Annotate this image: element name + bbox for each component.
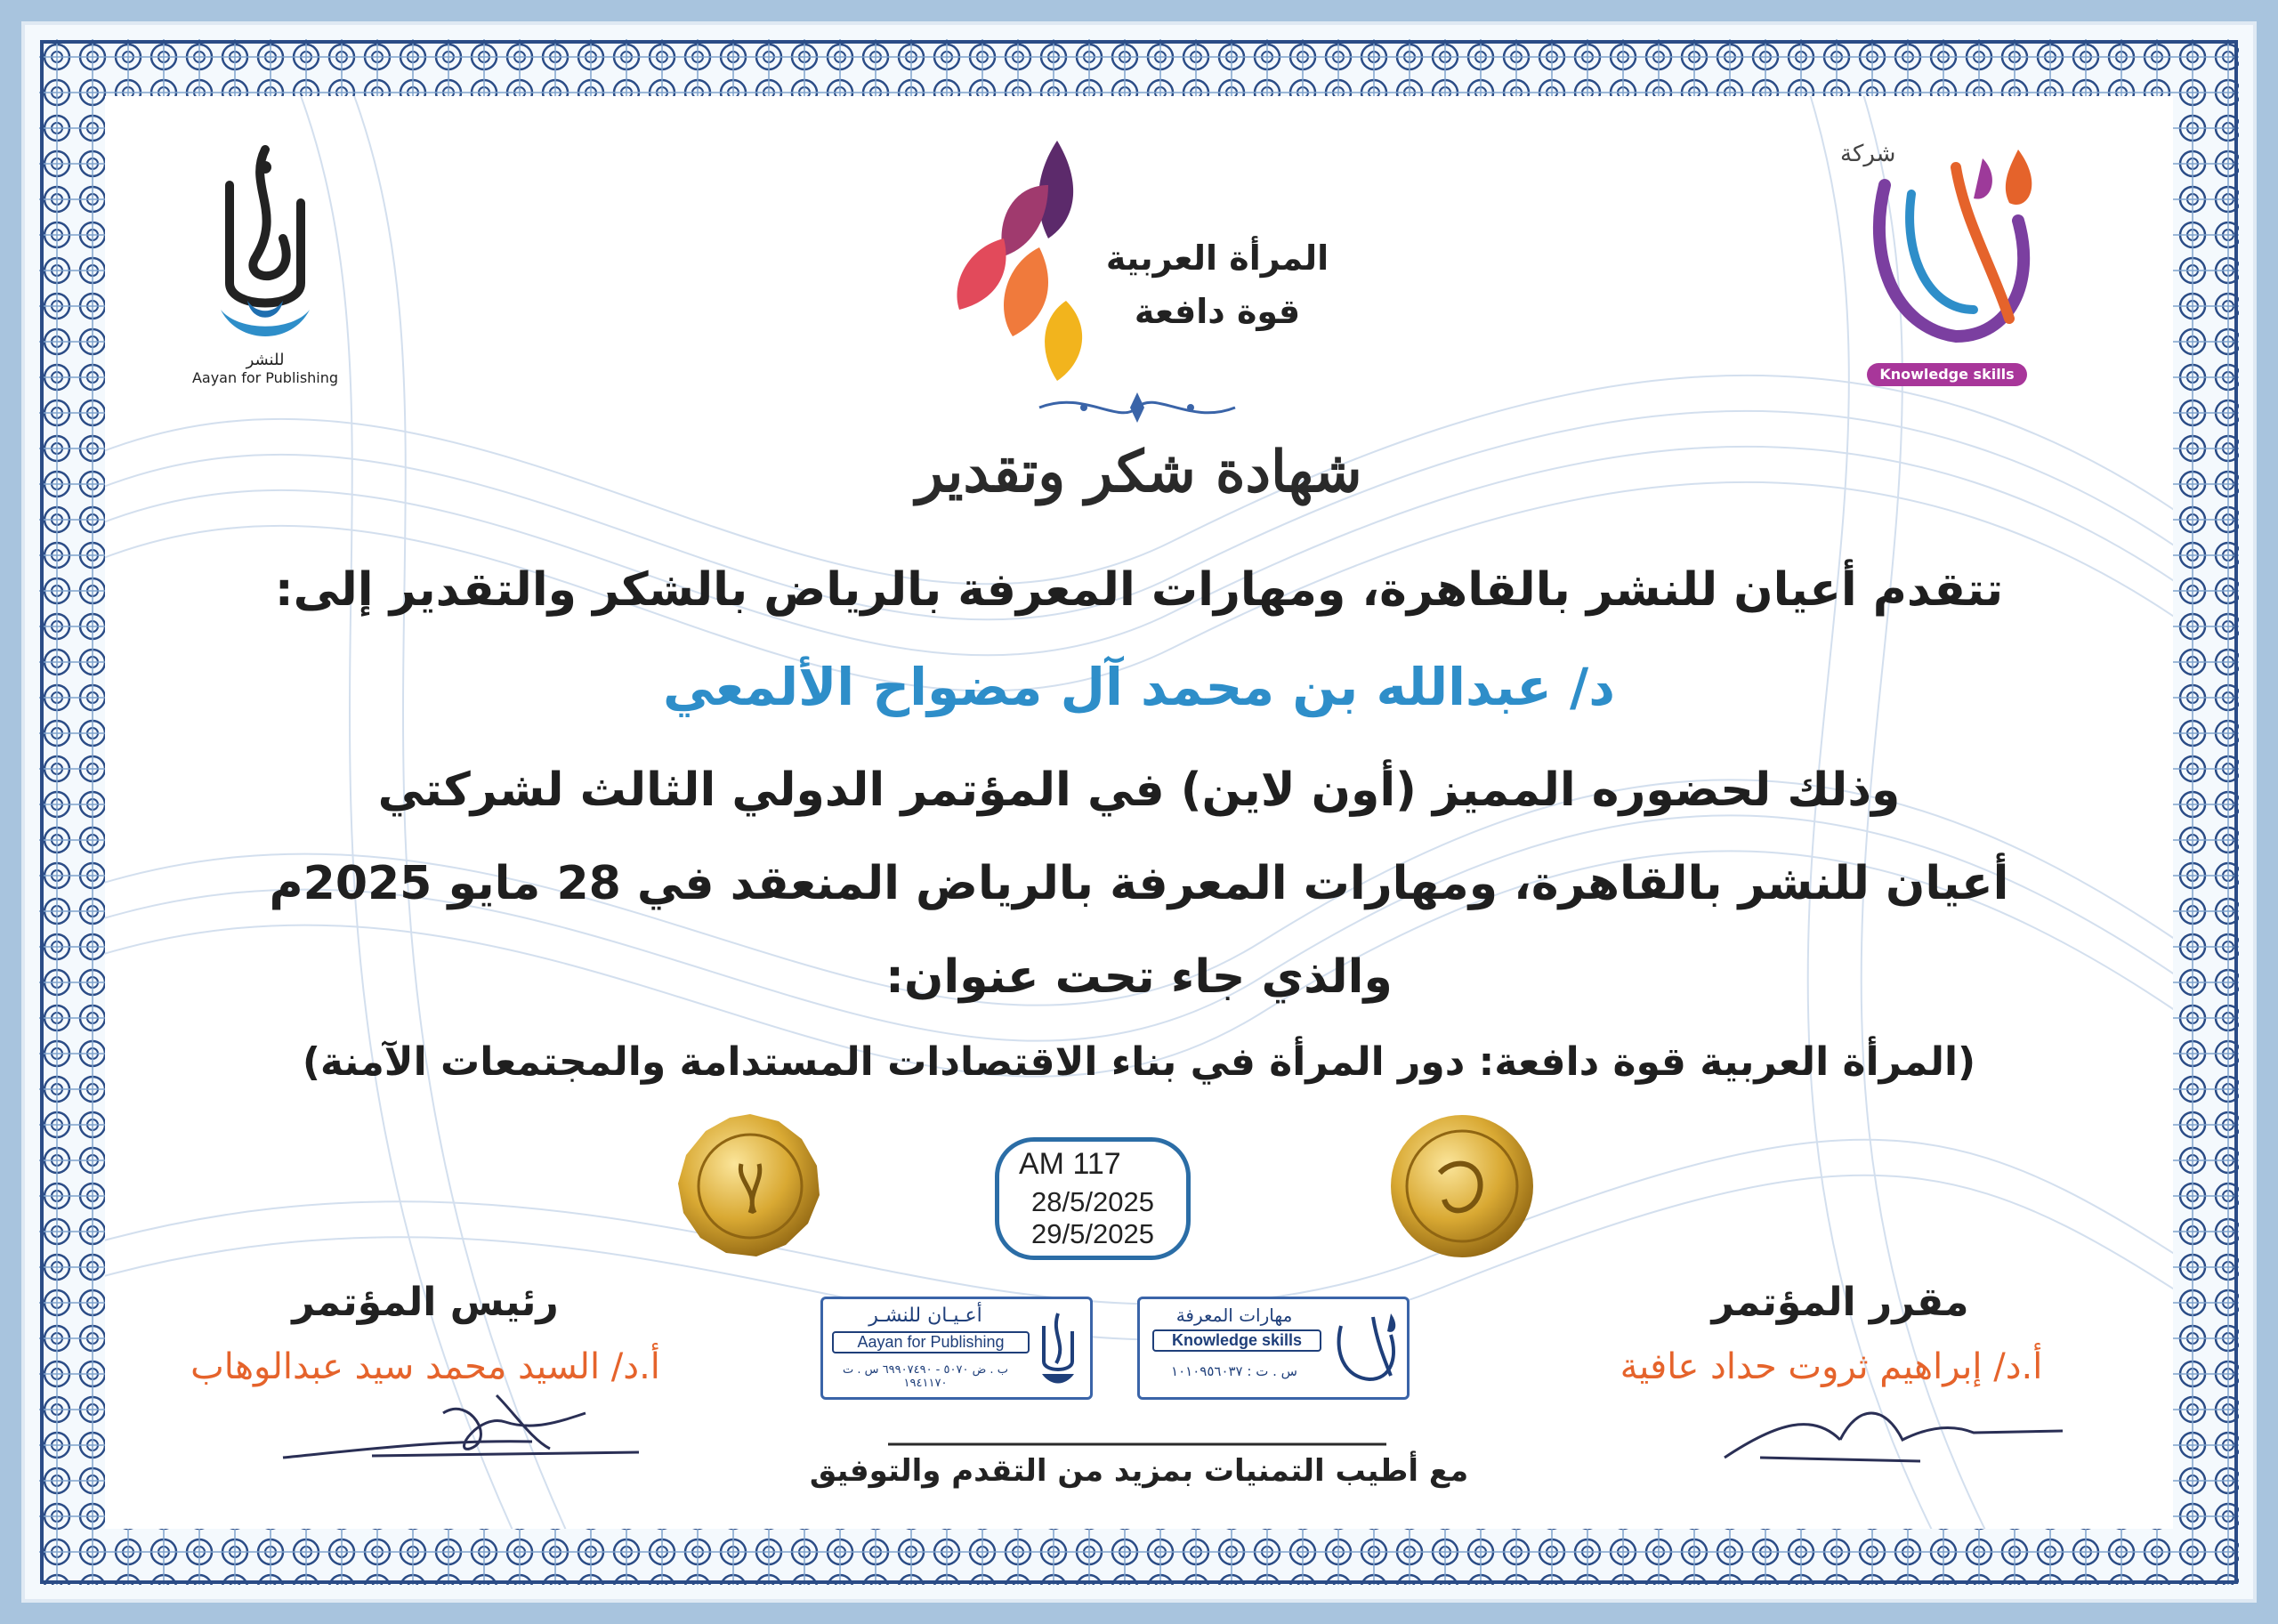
- center-logo: [941, 132, 1440, 390]
- aayan-stamp-logo-icon: [1033, 1308, 1083, 1388]
- aayan-stamp-english: Aayan for Publishing: [832, 1331, 1030, 1353]
- knowledge-stamp-logo-icon: [1327, 1308, 1402, 1388]
- reference-date-2: 29/5/2025: [1031, 1218, 1154, 1249]
- closing-divider: [888, 1440, 1386, 1449]
- certificate-title: شهادة شكر وتقدير: [916, 439, 1362, 505]
- ornament-divider-icon: [1030, 385, 1244, 430]
- signature-right-name: أ.د/ إبراهيم ثروت حداد عافية: [1620, 1346, 2043, 1387]
- aayan-logo-arabic: للنشر: [246, 351, 285, 369]
- reference-code: AM 117: [1019, 1147, 1121, 1181]
- signature-left-name: أ.د/ السيد محمد سيد عبدالوهاب: [190, 1346, 660, 1387]
- intro-text: تتقدم أعيان للنشر بالقاهرة، ومهارات المعرفة بالرياض بالشكر والتقدير إلى:: [274, 563, 2004, 617]
- certificate-paper: [105, 96, 2173, 1529]
- reference-date-1: 28/5/2025: [1031, 1186, 1154, 1217]
- aayan-logo-icon: [167, 132, 363, 354]
- closing-text: مع أطيب التمنيات بمزيد من التقدم والتوفيق: [809, 1453, 1469, 1489]
- center-logo-line2: قوة دافعة: [1134, 292, 1301, 331]
- recipient-name: د/ عبدالله بن محمد آل مضواح الألمعي: [663, 657, 1615, 717]
- conference-title: (المرأة العربية قوة دافعة: دور المرأة في بناء الاقتصادات المستدامة والمجتمعات الآمنة): [302, 1039, 1976, 1085]
- aayan-logo: [167, 132, 363, 416]
- knowledge-logo-english: Knowledge skills: [1867, 363, 2027, 386]
- body-line-3: والذي جاء تحت عنوان:: [885, 950, 1393, 1004]
- aayan-stamp-contact: ب . ض ٥٠٧٠ - ٦٩٩٠٧٤٩٠ س . ت ١٩٤١١٧٠: [843, 1363, 1008, 1390]
- gold-seal-icon: [1386, 1111, 1538, 1262]
- body-line-1: وذلك لحضوره المميز (أون لاين) في المؤتمر الدولي الثالث لشركتي: [377, 764, 1901, 817]
- gold-seal-icon: [675, 1111, 826, 1262]
- knowledge-stamp-contact: س . ت : ١٠١٠٩٥٦٠٣٧: [1171, 1363, 1297, 1379]
- knowledge-stamp-arabic: مهارات المعرفة: [1175, 1305, 1293, 1326]
- knowledge-skills-logo: [1831, 132, 2063, 416]
- aayan-logo-english: Aayan for Publishing: [191, 369, 339, 386]
- aayan-stamp: [820, 1297, 1093, 1400]
- knowledge-logo-arabic: شركة: [1840, 141, 1896, 167]
- signature-right-role: مقرر المؤتمر: [1711, 1280, 1969, 1325]
- signature-left-role: رئيس المؤتمر: [292, 1280, 559, 1325]
- center-logo-line1: المرأة العربية: [1105, 238, 1329, 278]
- reference-box: [995, 1137, 1191, 1260]
- aayan-stamp-arabic: أعـيـان للنشـر: [868, 1305, 982, 1327]
- knowledge-stamp: [1137, 1297, 1410, 1400]
- knowledge-stamp-english: Knowledge skills: [1152, 1329, 1321, 1352]
- body-line-2: أعيان للنشر بالقاهرة، ومهارات المعرفة بالرياض المنعقد في 28 مايو 2025م: [269, 857, 2009, 910]
